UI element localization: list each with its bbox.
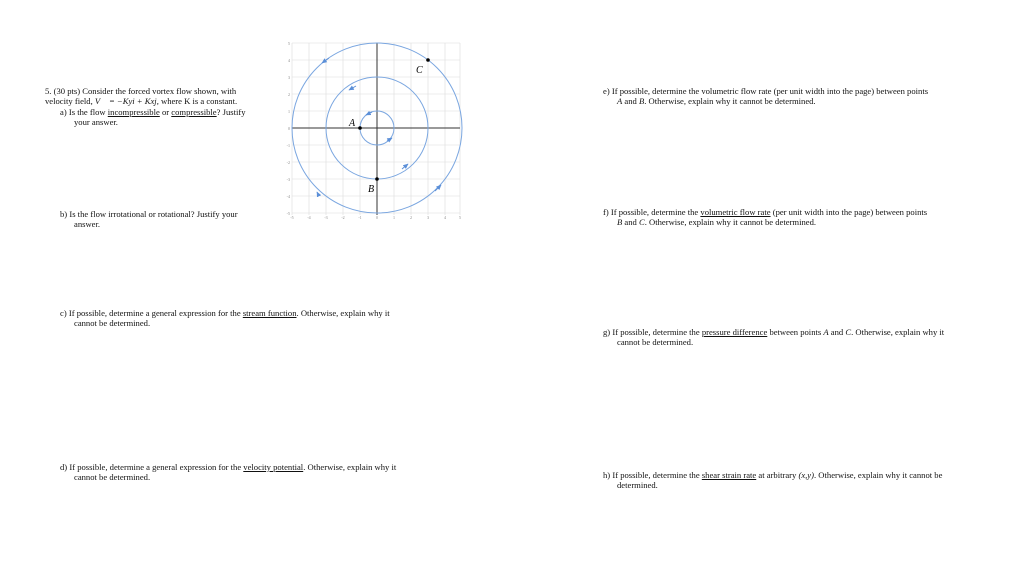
x-tick: 0 [376,215,378,220]
point-c-label: C [416,65,423,76]
x-tick: -5 [290,215,294,220]
x-tick: 5 [459,215,461,220]
x-tick: -1 [358,215,362,220]
question-b: b) Is the flow irrotational or rotational? Justify your answer. [60,209,238,230]
arrow-outer-right [435,185,441,191]
x-tick: -4 [307,215,311,220]
question-h: h) If possible, determine the shear strain rate at arbitrary (x,y). Otherwise, explain why it cannot be determined. [603,470,943,491]
question-g: g) If possible, determine the pressure difference between points A and C. Otherwise, explain why it cannot be determined. [603,327,945,348]
y-tick: -3 [286,177,290,182]
x-tick-labels [290,215,461,220]
term-shear-strain-rate: shear strain rate [701,470,757,480]
term-velocity-potential: velocity potential [243,462,304,472]
point-c-marker [426,58,430,62]
question-e: e) If possible, determine the volumetric flow rate (per unit width into the page) between points A and B. Otherwise, explain why it cannot be determined. [603,86,929,107]
problem-header: 5. (30 pts) Consider the forced vortex flow shown, with [45,86,237,96]
question-a-line2: your answer. [74,117,118,128]
term-volumetric-flow-rate: volumetric flow rate [700,207,771,217]
x-tick: 1 [393,215,395,220]
y-tick: -2 [286,160,290,165]
y-tick: -4 [286,194,290,199]
question-a: a) Is the flow incompressible or compressible? Justify [60,106,246,117]
velocity-line: velocity field, V⃗ = −Kyi + Kxj, where K is a constant. [45,96,238,107]
arrow-outer-left [322,58,329,63]
y-tick: 0 [288,126,290,131]
x-tick: -3 [324,215,328,220]
y-tick-labels [287,41,290,216]
y-tick: 3 [288,75,290,80]
arrow-middle-left [349,86,356,90]
point-b-label: B [368,184,375,195]
term-stream-function: stream function [242,308,297,318]
x-tick: -2 [341,215,345,220]
arrow-middle-right [402,164,408,169]
x-tick: 2 [410,215,412,220]
velocity-field-equation: V⃗ = −Kyi + Kxj [94,96,157,107]
question-f: f) If possible, determine the volumetric flow rate (per unit width into the page) between points B and C. Otherwise, explain why it cannot be determined. [603,207,928,228]
x-tick: 4 [444,215,446,220]
y-tick: -5 [286,211,290,216]
y-tick: 5 [288,41,290,46]
term-pressure-difference: pressure difference [701,327,768,337]
x-tick: 3 [427,215,429,220]
question-d: d) If possible, determine a general expression for the velocity potential. Otherwise, explain why it cannot be determined. [60,462,397,483]
axes [292,43,460,215]
point-a-marker [358,126,362,130]
arrow-inner-right [387,138,392,141]
y-tick: -1 [286,143,290,148]
question-c: c) If possible, determine a general expression for the stream function. Otherwise, explain why it cannot be determined. [60,308,390,329]
grid [292,43,460,215]
term-compressible: compressible [171,106,217,117]
arrow-outer-bottom [317,192,319,196]
vortex-figure [283,38,473,228]
flow-arrows [317,58,441,196]
point-a-label: A [349,118,356,129]
y-tick: 1 [288,109,290,114]
problem-statement [45,86,280,128]
point-b-marker [375,177,379,181]
term-incompressible: incompressible [107,106,160,117]
y-tick: 4 [288,58,290,63]
y-tick: 2 [288,92,290,97]
